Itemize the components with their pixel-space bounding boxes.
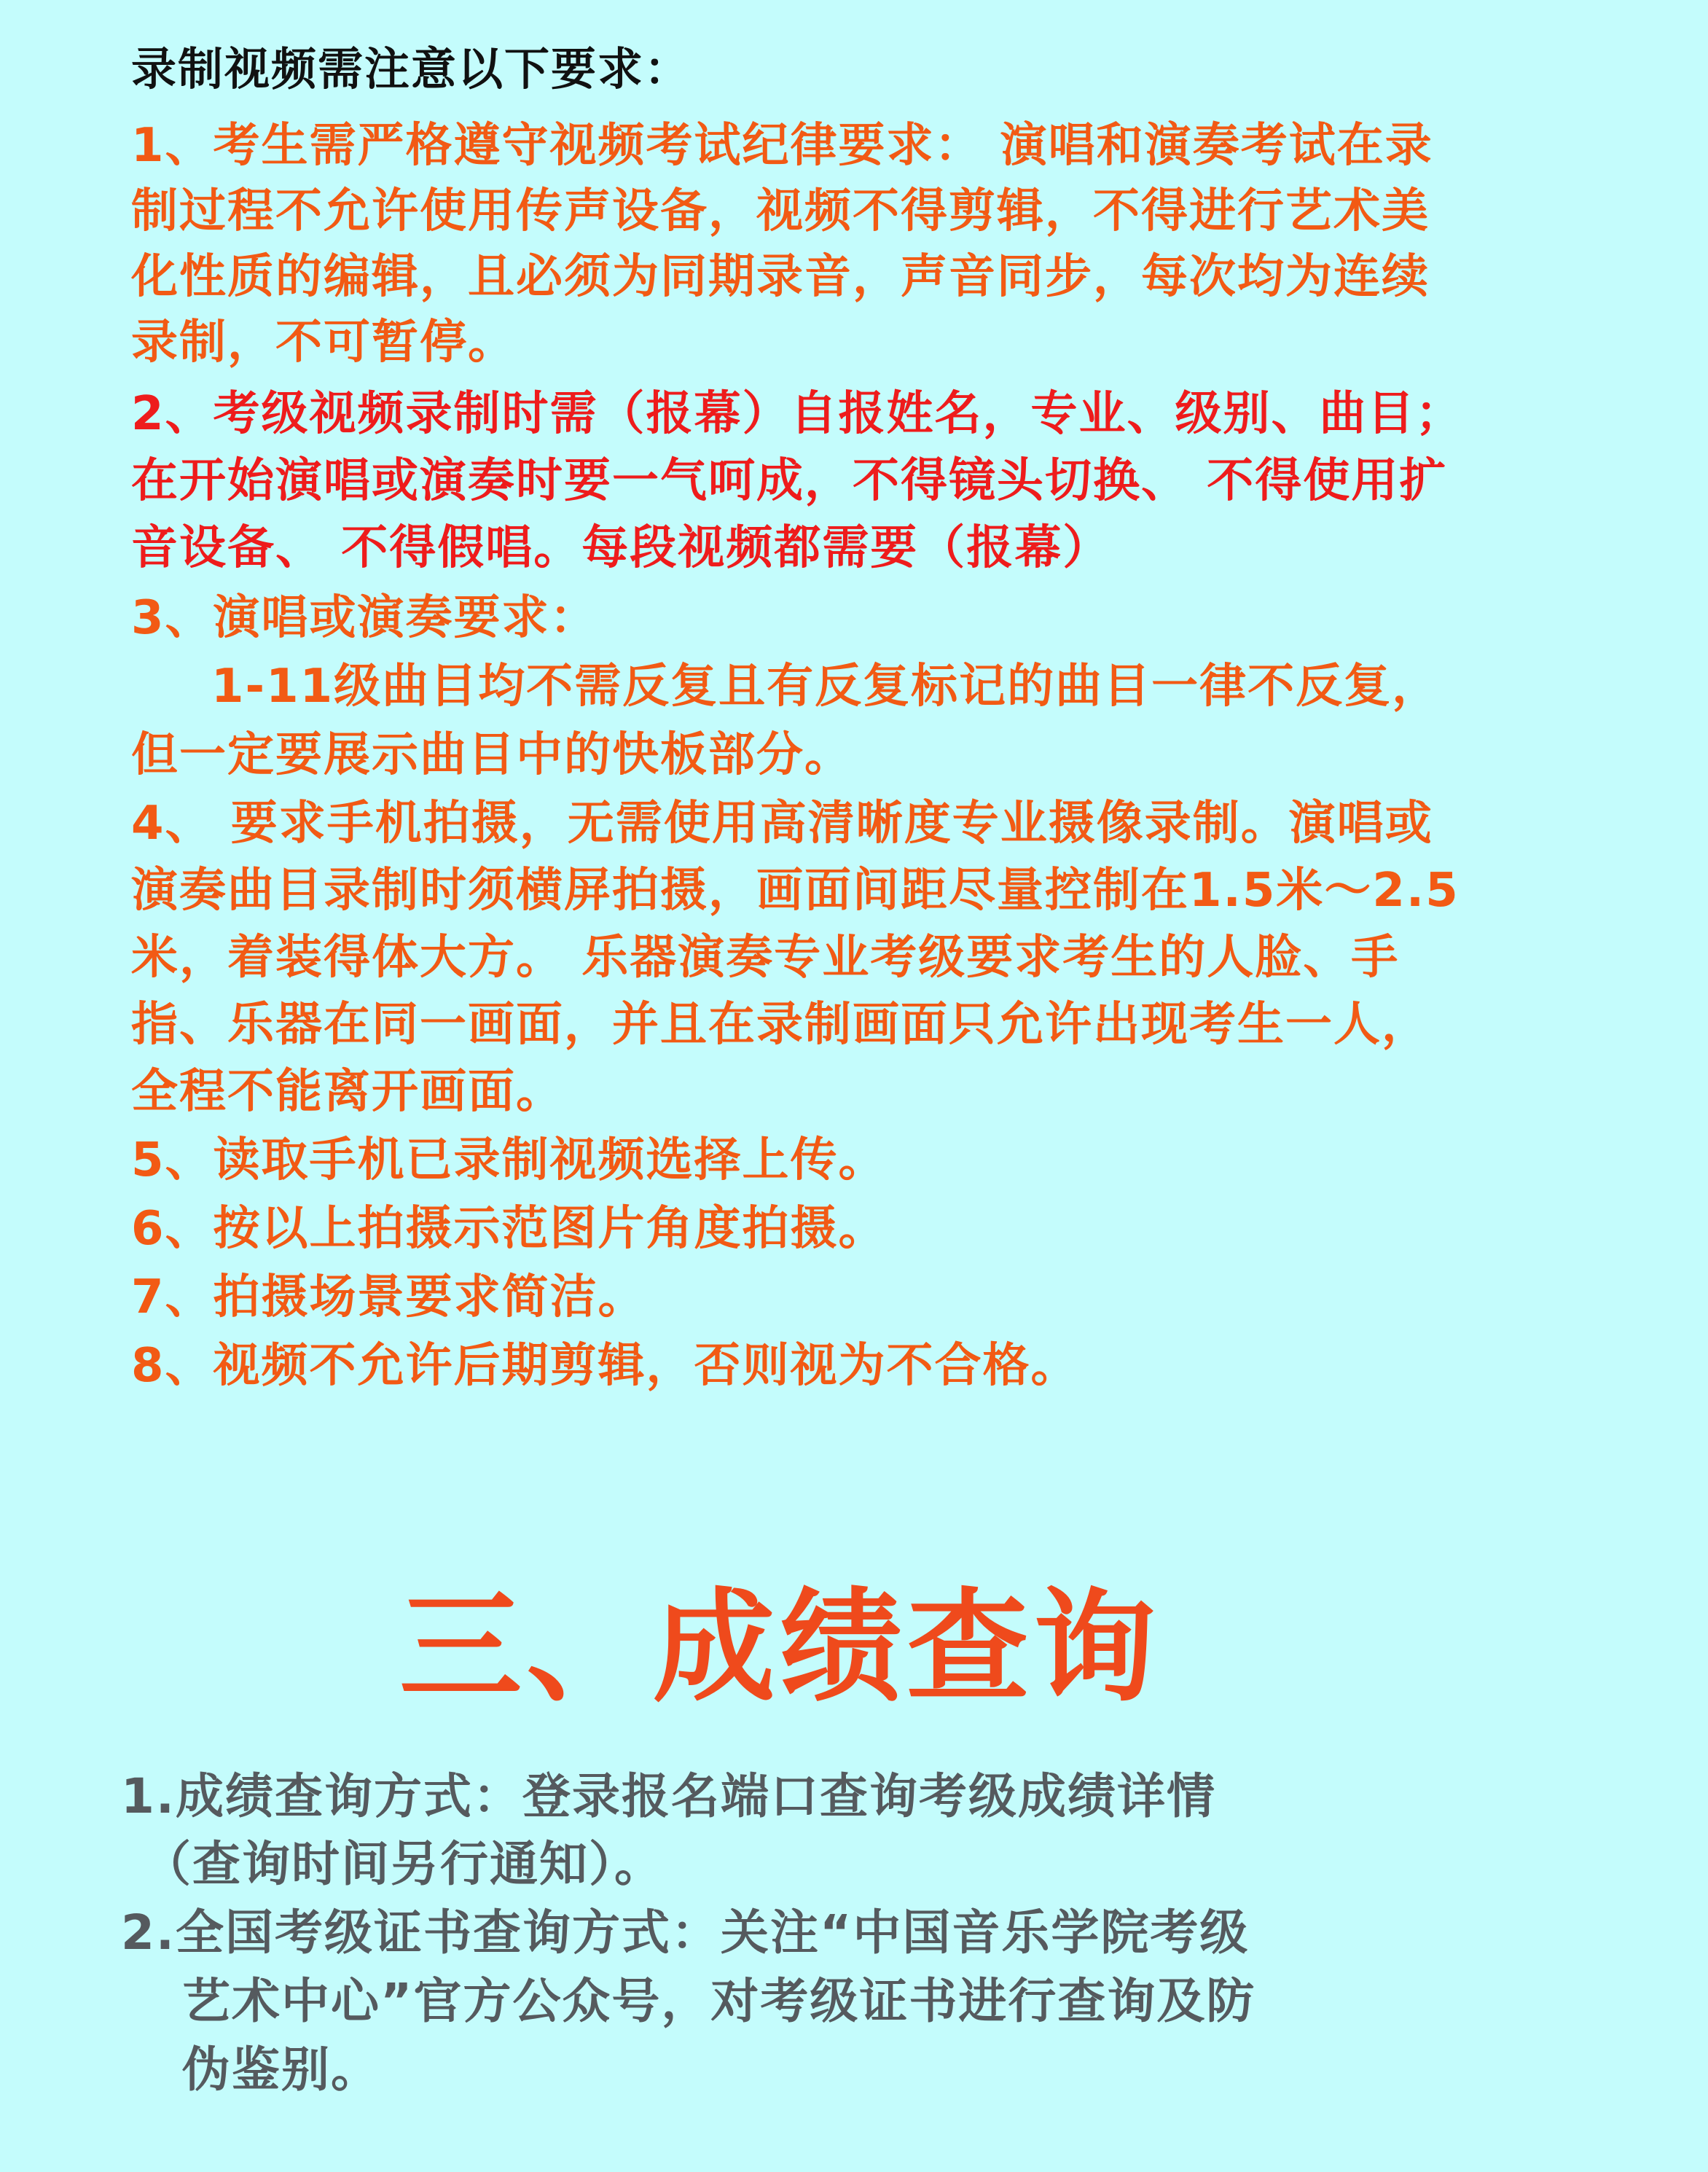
item3-line1: 3、演唱或演奏要求：: [131, 591, 598, 645]
item1-line1: 1、考生需严格遵守视频考试纪律要求： 演唱和演奏考试在录: [131, 119, 1433, 173]
item2-line1: 2、考级视频录制时需（报幕）自报姓名，专业、级别、曲目；: [131, 387, 1464, 441]
item3-line3: 但一定要展示曲目中的快板部分。: [131, 728, 853, 782]
item4-line2: 演奏曲目录制时须横屏拍摄，画面间距尽量控制在1.5米～2.5: [131, 864, 1460, 918]
score-item2-line2: 艺术中心”官方公众号，对考级证书进行查询及防: [182, 1973, 1256, 2029]
score-item2-line1: 2.全国考级证书查询方式：关注“中国音乐学院考级: [121, 1905, 1250, 1961]
score-item1-line2: （查询时间另行通知）。: [143, 1836, 664, 1892]
item7: 7、拍摄场景要求简洁。: [131, 1270, 646, 1324]
item3-line2: 1-11级曲目均不需反复且有反复标记的曲目一律不反复，: [211, 660, 1441, 714]
item1-line4: 录制，不可暂停。: [131, 316, 516, 370]
score-item2-line3: 伪鉴别。: [182, 2042, 380, 2098]
item1-line3: 化性质的编辑，且必须为同期录音，声音同步，每次均为连续: [131, 250, 1430, 304]
item4-line1: 4、 要求手机拍摄，无需使用高清晰度专业摄像录制。演唱或: [131, 797, 1433, 851]
item2-line2: 在开始演唱或演奏时要一气呵成，不得镜头切换、 不得使用扩: [131, 454, 1448, 508]
item5: 5、读取手机已录制视频选择上传。: [131, 1133, 887, 1187]
requirements-heading: 录制视频需注意以下要求：: [131, 42, 692, 95]
item4-line4: 指、乐器在同一画面，并且在录制画面只允许出现考生一人，: [131, 998, 1430, 1052]
item4-line3: 米，着装得体大方。 乐器演奏专业考级要求考生的人脸、手: [131, 931, 1400, 985]
item6: 6、按以上拍摄示范图片角度拍摄。: [131, 1202, 887, 1256]
section-title: 三、成绩查询: [399, 1576, 1160, 1719]
item4-line5: 全程不能离开画面。: [131, 1065, 564, 1119]
item2-line3: 音设备、 不得假唱。每段视频都需要（报幕）: [131, 521, 1111, 575]
score-item1-line1: 1.成绩查询方式：登录报名端口查询考级成绩详情: [121, 1768, 1216, 1824]
item1-line2: 制过程不允许使用传声设备，视频不得剪辑，不得进行艺术美: [131, 184, 1430, 238]
item8: 8、视频不允许后期剪辑，否则视为不合格。: [131, 1339, 1079, 1393]
